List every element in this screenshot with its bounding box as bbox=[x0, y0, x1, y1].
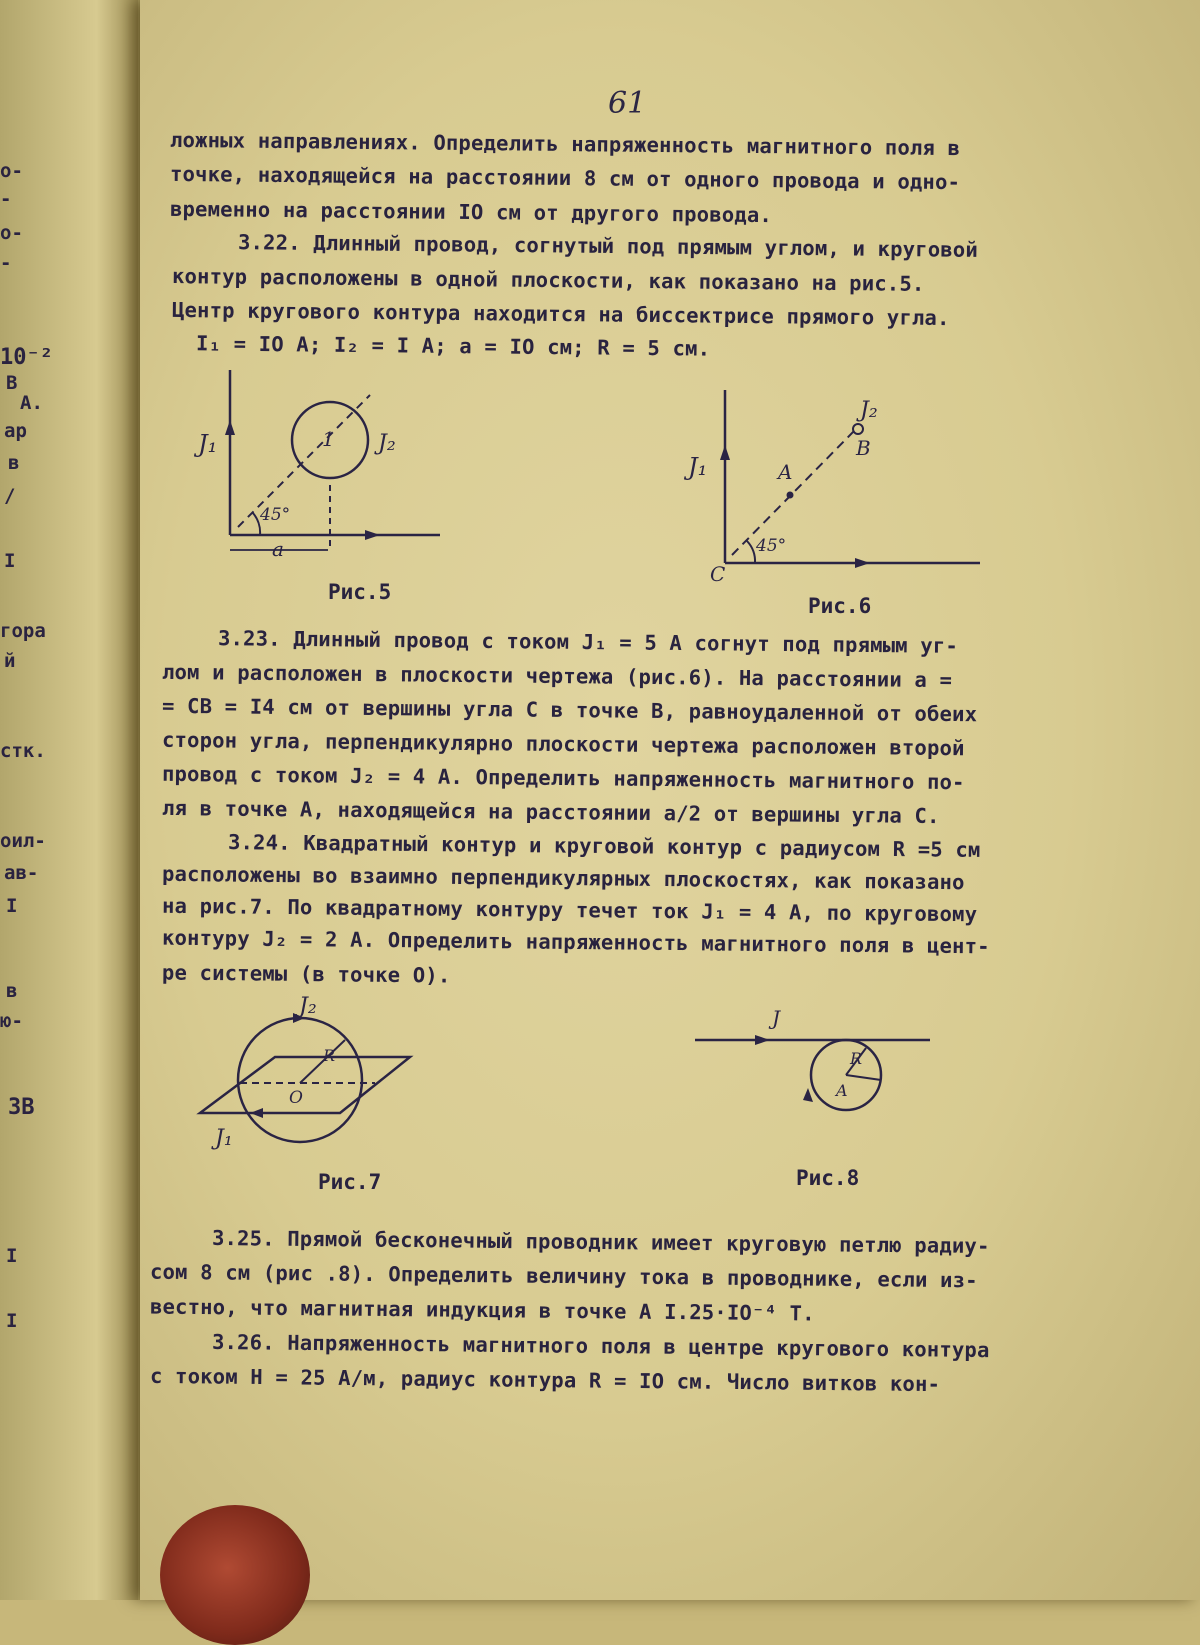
text-line: = CB = I4 см от вершины угла C в точке B, равноудаленной от обеих bbox=[161, 693, 978, 727]
current2-label: J₂ bbox=[860, 398, 878, 423]
current1-label: J₁ bbox=[215, 1126, 233, 1151]
left-fragment: о- bbox=[0, 222, 23, 244]
arrow-icon bbox=[250, 1108, 263, 1118]
point-a-label: A bbox=[778, 460, 793, 484]
givens-line: I₁ = IO A; I₂ = I A; a = IO см; R = 5 см. bbox=[195, 331, 711, 361]
bisector-line bbox=[732, 430, 855, 555]
text-line: 3.22. Длинный провод, согнутый под прямым углом, и круговой bbox=[237, 230, 979, 262]
figure-7 bbox=[195, 995, 425, 1155]
left-fragment: В bbox=[6, 372, 18, 394]
figure-5-caption: Рис.5 bbox=[328, 580, 392, 604]
arrow-icon bbox=[365, 530, 380, 540]
text-line: сторон угла, перпендикулярно плоскости чертежа расположен второй bbox=[161, 727, 965, 761]
text-line: лом и расположен в плоскости чертежа (рис.6). На расстоянии a = bbox=[161, 659, 953, 693]
angle-label: 45° bbox=[756, 536, 787, 556]
left-fragment: ЗВ bbox=[8, 1095, 35, 1120]
text-line: 3.24. Квадратный контур и круговой контур с радиусом R =5 см bbox=[227, 830, 981, 862]
figure-5 bbox=[190, 360, 460, 560]
point-c-label: C bbox=[710, 562, 726, 586]
left-fragment: ав- bbox=[4, 862, 39, 884]
text-line: временно на расстоянии IO см от другого провода. bbox=[169, 196, 773, 228]
text-line: ложных направлениях. Определить напряженность магнитного поля в bbox=[169, 127, 961, 161]
left-fragment: I bbox=[6, 1245, 18, 1267]
text-line: ре системы (в точке O). bbox=[161, 960, 451, 988]
figure-7-caption: Рис.7 bbox=[318, 1170, 382, 1194]
text-line: 3.23. Длинный провод с током J₁ = 5 A согнут под прямым уг- bbox=[217, 626, 959, 658]
text-line: провод с током J₂ = 4 A. Определить напряженность магнитного по- bbox=[161, 761, 965, 795]
point-a-label: A bbox=[836, 1081, 848, 1100]
arrow-icon bbox=[803, 1088, 813, 1102]
left-fragment: в bbox=[8, 452, 20, 474]
text-line: расположены во взаимно перпендикулярных плоскостях, как показано bbox=[161, 861, 965, 895]
left-fragment: А. bbox=[20, 392, 43, 414]
text-line: вестно, что магнитная индукция в точке A I.25·IO⁻⁴ T. bbox=[149, 1294, 815, 1326]
square-loop bbox=[200, 1057, 410, 1113]
left-fragment: о- bbox=[0, 160, 23, 182]
text-line: Центр кругового контура находится на биссектрисе прямого угла. bbox=[171, 297, 950, 331]
arrow-icon bbox=[720, 445, 730, 460]
left-fragment: I bbox=[6, 1310, 18, 1332]
left-fragment: ю- bbox=[0, 1010, 23, 1032]
arrow-icon bbox=[755, 1035, 770, 1045]
left-fragment: I bbox=[6, 895, 18, 917]
point-a-dot bbox=[787, 492, 794, 499]
page-number: 61 bbox=[608, 86, 647, 121]
left-fragment: гора bbox=[0, 620, 46, 642]
left-page-edge bbox=[0, 0, 138, 1600]
radius-label: R bbox=[850, 1049, 863, 1068]
left-fragment: - bbox=[0, 252, 12, 274]
angle-label: 45° bbox=[260, 505, 291, 525]
text-line: ля в точке A, находящейся на расстоянии a/2 от вершины угла C. bbox=[161, 795, 940, 829]
text-line: с током H = 25 A/м, радиус контура R = IO см. Число витков кон- bbox=[149, 1363, 941, 1397]
text-line: сом 8 см (рис .8). Определить величину тока в проводнике, если из- bbox=[149, 1259, 978, 1293]
distance-label: a bbox=[272, 537, 284, 561]
left-fragment: 10⁻² bbox=[0, 345, 53, 370]
arrow-icon bbox=[855, 558, 870, 568]
current1-label: J₁ bbox=[688, 453, 708, 481]
point-b-marker bbox=[853, 424, 863, 434]
radius-label: R bbox=[323, 1046, 336, 1065]
loop-center-label: 1 bbox=[322, 427, 335, 451]
text-line: 3.26. Напряженность магнитного поля в центре кругового контура bbox=[211, 1329, 990, 1363]
circular-loop bbox=[238, 1018, 362, 1142]
left-fragment: стк. bbox=[0, 740, 46, 762]
left-fragment: ар bbox=[4, 420, 27, 442]
radius-line bbox=[846, 1075, 881, 1080]
current-label: J bbox=[772, 1006, 781, 1030]
point-b-label: B bbox=[856, 436, 871, 460]
center-label: O bbox=[289, 1088, 303, 1108]
finger-thumb bbox=[160, 1505, 310, 1645]
current2-label: J₂ bbox=[378, 431, 396, 456]
angle-arc bbox=[252, 512, 260, 535]
text-line: контур расположены в одной плоскости, как показано на рис.5. bbox=[171, 264, 925, 296]
angle-arc bbox=[747, 541, 755, 563]
left-fragment: I bbox=[4, 550, 16, 572]
figure-8 bbox=[690, 1000, 940, 1120]
left-fragment: й bbox=[4, 650, 16, 672]
left-fragment: оил- bbox=[0, 830, 46, 852]
left-fragment: в bbox=[6, 980, 18, 1002]
figure-6-caption: Рис.6 bbox=[808, 594, 872, 618]
current1-label: J₁ bbox=[198, 430, 218, 458]
current2-label: J₂ bbox=[299, 994, 317, 1019]
text-line: 3.25. Прямой бесконечный проводник имеет круговую петлю радиу- bbox=[211, 1225, 990, 1259]
bisector-line bbox=[238, 395, 370, 527]
text-line: на рис.7. По квадратному контуру течет ток J₁ = 4 A, по круговому bbox=[161, 893, 978, 927]
text-line: точке, находящейся на расстоянии 8 см от одного провода и одно- bbox=[169, 161, 961, 195]
figure-8-caption: Рис.8 bbox=[796, 1166, 860, 1190]
arrow-icon bbox=[225, 420, 235, 435]
left-fragment: / bbox=[4, 485, 16, 507]
left-fragment: - bbox=[0, 188, 12, 210]
text-line: контуру J₂ = 2 A. Определить напряженность магнитного поля в цент- bbox=[161, 925, 990, 959]
figure-6 bbox=[680, 385, 1000, 585]
